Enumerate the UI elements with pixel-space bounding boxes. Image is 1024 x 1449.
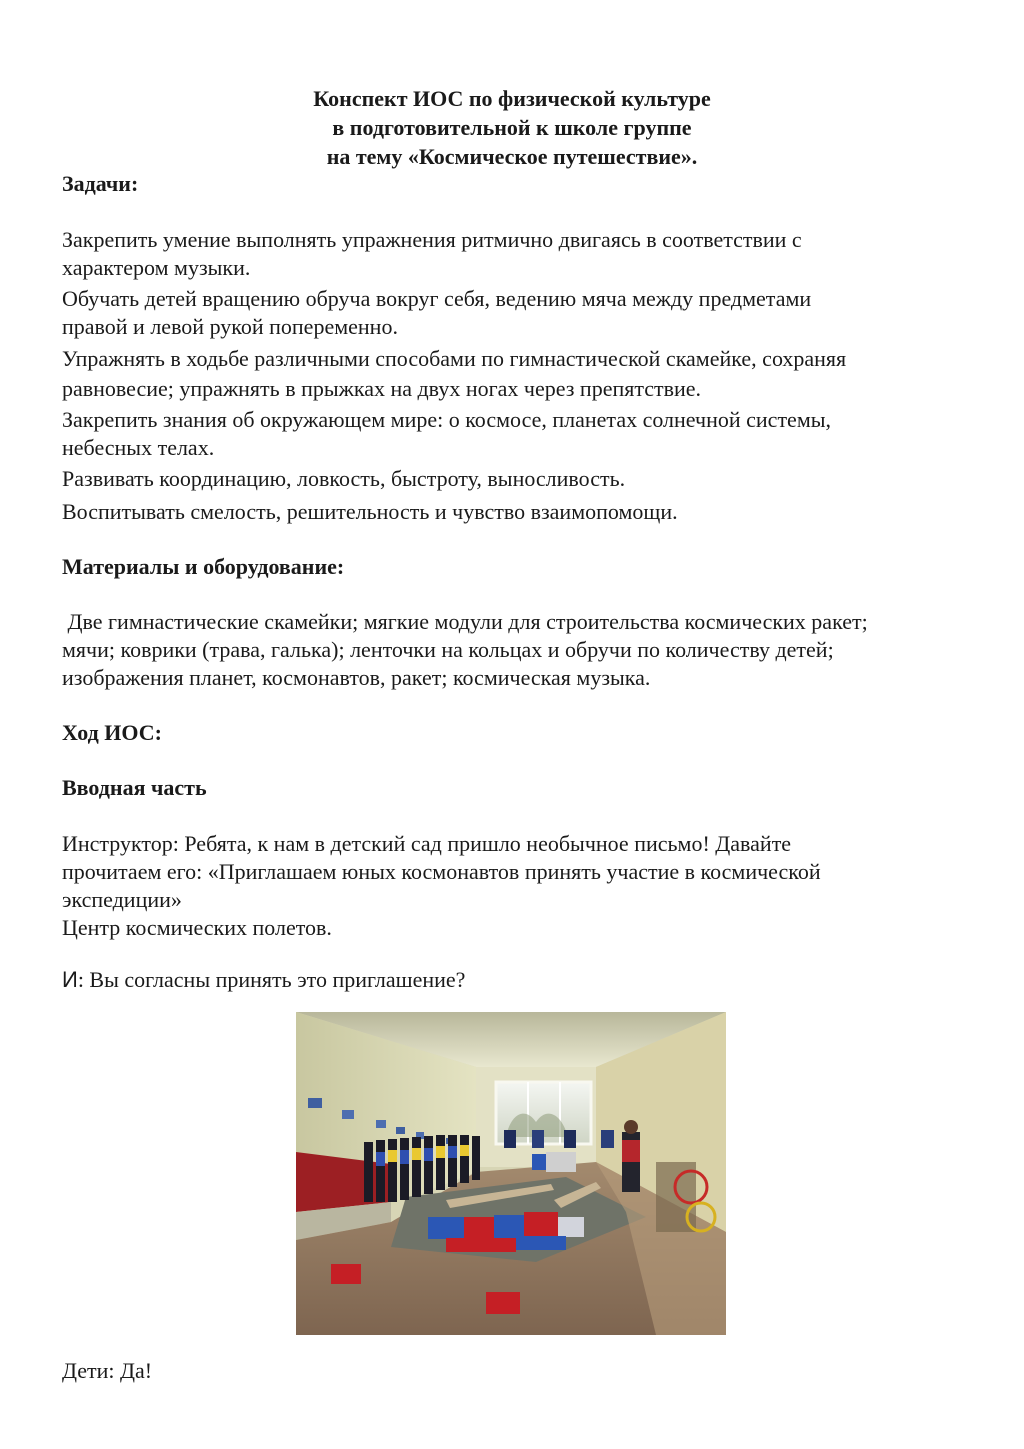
materials-line: Две гимнастические скамейки; мягкие модули для строительства космических ракет; — [62, 609, 868, 634]
question-line — [62, 966, 962, 994]
task-item-line: правой и левой рукой попеременно. — [62, 314, 398, 339]
materials-line: изображения планет, космонавтов, ракет; космическая музыка. — [62, 665, 651, 690]
document-title — [0, 84, 1024, 171]
question-text-wrap — [62, 966, 962, 994]
task-item-line: Развивать координацию, ловкость, быстроту, выносливость. — [62, 466, 626, 491]
task-item — [62, 465, 962, 493]
question-text: : Вы согласны принять это приглашение? — [77, 967, 466, 992]
question-prefix: И — [62, 967, 78, 992]
title-line-1: Конспект ИОС по физической культуре — [313, 86, 711, 111]
instructor-line: прочитаем его: «Приглашаем юных космонавтов принять участие в космической — [62, 859, 821, 884]
course-heading: Ход ИОС: — [62, 720, 162, 745]
task-item — [62, 285, 962, 341]
task-item-line: Закрепить умение выполнять упражнения ритмично двигаясь в соответствии с — [62, 227, 802, 252]
materials-line: мячи; коврики (трава, галька); ленточки на кольцах и обручи по количеству детей; — [62, 637, 834, 662]
tasks-heading: Задачи: — [62, 171, 139, 196]
materials-heading: Материалы и оборудование: — [62, 554, 345, 579]
answer-text: Дети: Да! — [62, 1358, 153, 1383]
task-item — [62, 498, 962, 526]
task-item-line: характером музыки. — [62, 255, 251, 280]
title-line-2: в подготовительной к школе группе — [332, 115, 692, 140]
children-answer — [62, 1357, 962, 1385]
task-item-line: Закрепить знания об окружающем мире: о космосе, планетах солнечной системы, — [62, 407, 832, 432]
task-item — [62, 226, 962, 282]
materials-text — [62, 608, 962, 692]
task-item — [62, 406, 962, 462]
task-item-line: Обучать детей вращению обруча вокруг себя, ведению мяча между предметами — [62, 286, 812, 311]
task-item-line: небесных телах. — [62, 435, 215, 460]
signature-line: Центр космических полетов. — [62, 915, 332, 940]
intro-heading: Вводная часть — [62, 775, 207, 800]
task-item — [62, 345, 962, 403]
instructor-line: Инструктор: Ребята, к нам в детский сад пришло необычное письмо! Давайте — [62, 831, 792, 856]
instructor-text — [62, 830, 962, 942]
task-item-line: равновесие; упражнять в прыжках на двух ногах через препятствие. — [62, 376, 702, 401]
gym-photo — [296, 1012, 726, 1335]
task-item-line: Упражнять в ходьбе различными способами по гимнастической скамейке, сохраняя — [62, 346, 847, 371]
instructor-line: экспедиции» — [62, 887, 182, 912]
task-item-line: Воспитывать смелость, решительность и чувство взаимопомощи. — [62, 499, 678, 524]
gym-photo-illustration — [296, 1012, 726, 1335]
title-line-3: на тему «Космическое путешествие». — [326, 144, 698, 169]
